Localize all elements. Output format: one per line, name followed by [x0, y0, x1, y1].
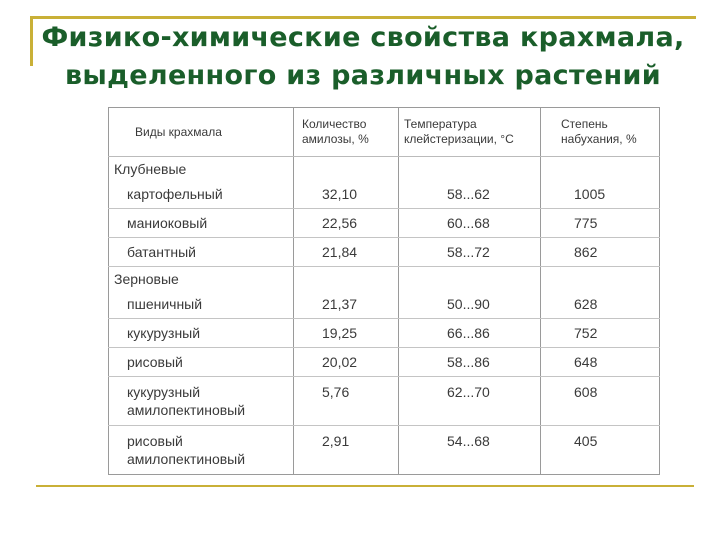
- amylose-value: 22,56: [294, 209, 399, 238]
- amylose-value: 2,91: [294, 426, 399, 475]
- starch-name: рисовый: [109, 348, 294, 377]
- table-row: [109, 319, 660, 348]
- slide-title: Физико-химические свойства крахмала, выделенного из различных растений: [41, 22, 685, 91]
- group-row-grain: [109, 267, 660, 291]
- swelling-value: 775: [541, 209, 660, 238]
- empty-cell: [541, 157, 660, 181]
- empty-cell: [399, 267, 541, 291]
- starch-name: кукурузный амилопектиновый: [109, 377, 294, 426]
- empty-cell: [399, 157, 541, 181]
- header-swelling-degree: Степень набухания, %: [541, 108, 660, 157]
- gelatinization-value: 50...90: [399, 290, 541, 319]
- starch-name: батантный: [109, 238, 294, 267]
- swelling-value: 608: [541, 377, 660, 426]
- header-starch-type: Виды крахмала: [109, 108, 294, 157]
- table-header: [109, 108, 660, 157]
- swelling-value: 1005: [541, 180, 660, 209]
- header-row: [109, 108, 660, 157]
- swelling-value: 405: [541, 426, 660, 475]
- gelatinization-value: 60...68: [399, 209, 541, 238]
- table-row: [109, 290, 660, 319]
- starch-properties-table: [108, 107, 660, 475]
- gelatinization-value: 66...86: [399, 319, 541, 348]
- gelatinization-value: 54...68: [399, 426, 541, 475]
- empty-cell: [294, 157, 399, 181]
- starch-name: кукурузный: [109, 319, 294, 348]
- header-amylose: Количество амилозы, %: [294, 108, 399, 157]
- gelatinization-value: 58...62: [399, 180, 541, 209]
- swelling-value: 648: [541, 348, 660, 377]
- slide-frame-bottom-line: [36, 485, 694, 487]
- amylose-value: 5,76: [294, 377, 399, 426]
- starch-name: пшеничный: [109, 290, 294, 319]
- empty-cell: [541, 267, 660, 291]
- amylose-value: 20,02: [294, 348, 399, 377]
- starch-name: картофельный: [109, 180, 294, 209]
- table-row: [109, 377, 660, 426]
- group-label: Зерновые: [109, 267, 294, 291]
- swelling-value: 862: [541, 238, 660, 267]
- table-body: [109, 157, 660, 475]
- table-row: [109, 209, 660, 238]
- group-row-tuber: [109, 157, 660, 181]
- gelatinization-value: 58...86: [399, 348, 541, 377]
- amylose-value: 19,25: [294, 319, 399, 348]
- table-row: [109, 426, 660, 475]
- table-row: [109, 348, 660, 377]
- amylose-value: 21,37: [294, 290, 399, 319]
- gelatinization-value: 62...70: [399, 377, 541, 426]
- table-row: [109, 238, 660, 267]
- starch-name: маниоковый: [109, 209, 294, 238]
- swelling-value: 752: [541, 319, 660, 348]
- table-row: [109, 180, 660, 209]
- gelatinization-value: 58...72: [399, 238, 541, 267]
- header-gelatinization-temp: Температура клейстеризации, °С: [399, 108, 541, 157]
- amylose-value: 21,84: [294, 238, 399, 267]
- starch-name: рисовый амилопектиновый: [109, 426, 294, 475]
- amylose-value: 32,10: [294, 180, 399, 209]
- empty-cell: [294, 267, 399, 291]
- swelling-value: 628: [541, 290, 660, 319]
- properties-table-container: [108, 107, 660, 475]
- group-label: Клубневые: [109, 157, 294, 181]
